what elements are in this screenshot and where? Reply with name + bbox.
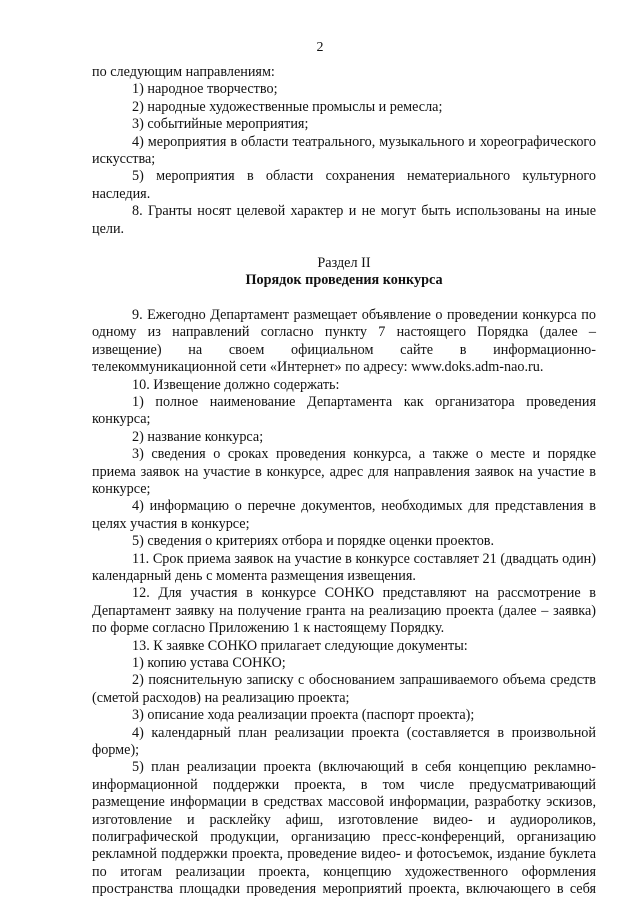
paragraph: 1) полное наименование Департамента как организатора проведения конкурса; <box>92 393 596 428</box>
paragraph: 3) событийные мероприятия; <box>132 116 309 133</box>
paragraph: 1) народное творчество; <box>132 81 278 98</box>
paragraph: 4) информацию о перечне документов, необходимых для представления в целях участия в конкурсе; <box>92 498 596 532</box>
section-title: Раздел II <box>317 255 371 272</box>
paragraph: 4) календарный план реализации проекта (составляется в произвольной форме); <box>92 724 596 759</box>
paragraph: 3) описание хода реализации проекта (паспорт проекта); <box>132 707 475 724</box>
document-body <box>92 64 596 899</box>
paragraph: 8. Гранты носят целевой характер и не могут быть использованы на иные цели. <box>92 203 596 237</box>
paragraph: 5) мероприятия в области сохранения нематериального культурного наследия. <box>92 168 596 202</box>
section-subtitle: Порядок проведения конкурса <box>245 272 443 289</box>
paragraph: 3) сведения о сроках проведения конкурса, а также о месте и порядке приема заявок на участие в конкурсе, адрес для направления заявок на участие в конкурсе; <box>92 446 596 497</box>
paragraph: 1) копию устава СОНКО; <box>132 655 286 671</box>
paragraph: 11. Срок приема заявок на участие в конкурсе составляет 21 (двадцать один) календарный день с момента размещения извещения. <box>92 550 596 584</box>
page-number: 2 <box>316 40 324 55</box>
paragraph: 2) народные художественные промыслы и ремесла; <box>132 98 443 115</box>
paragraph: 12. Для участия в конкурсе СОНКО представляют на рассмотрение в Департамент заявку на получение гранта на реализацию проекта (далее – заявка) по форме согласно Приложению 1 к настоящему Порядку. <box>92 585 596 637</box>
paragraph: 10. Извещение должно содержать: <box>132 376 340 393</box>
paragraph: 9. Ежегодно Департамент размещает объявление о проведении конкурса по одному из направлений согласно пункту 7 настоящего Порядка (далее – извещение) на своем официальном сайте в информационно-телекоммуникационной сети «Интернет» по адресу: www.doks.adm-nao.ru. <box>92 306 596 376</box>
paragraph: 4) мероприятия в области театрального, музыкального и хореографического искусства; <box>92 133 596 168</box>
paragraph-group-top <box>92 64 596 238</box>
paragraph: по следующим направлениям: <box>92 64 275 80</box>
paragraph-group-bottom <box>92 307 596 899</box>
paragraph: 5) сведения о критериях отбора и порядке оценки проектов. <box>132 533 495 550</box>
paragraph: 5) план реализации проекта (включающий в себя концепцию рекламно-информационной поддержки проекта, в том числе предусматривающий размещение информации в средствах массовой информации, разработку эскизов, изготовление и расклейку афиш, изготовление видео- и аудиороликов, полиграфической продукции, организацию пресс-конференций, организацию рекламной поддержки проекта, проведение видео- и фотосъемок, издание буклета по итогам реализации проекта, концепцию художественного оформления пространства площадки проведения мероприятий проекта, включающего в себя <box>92 759 596 898</box>
paragraph: 13. К заявке СОНКО прилагает следующие документы: <box>132 637 468 654</box>
paragraph: 2) название конкурса; <box>132 428 264 445</box>
paragraph: 2) пояснительную записку с обоснованием запрашиваемого объема средств (сметой расходов) на реализацию проекта; <box>92 672 596 706</box>
